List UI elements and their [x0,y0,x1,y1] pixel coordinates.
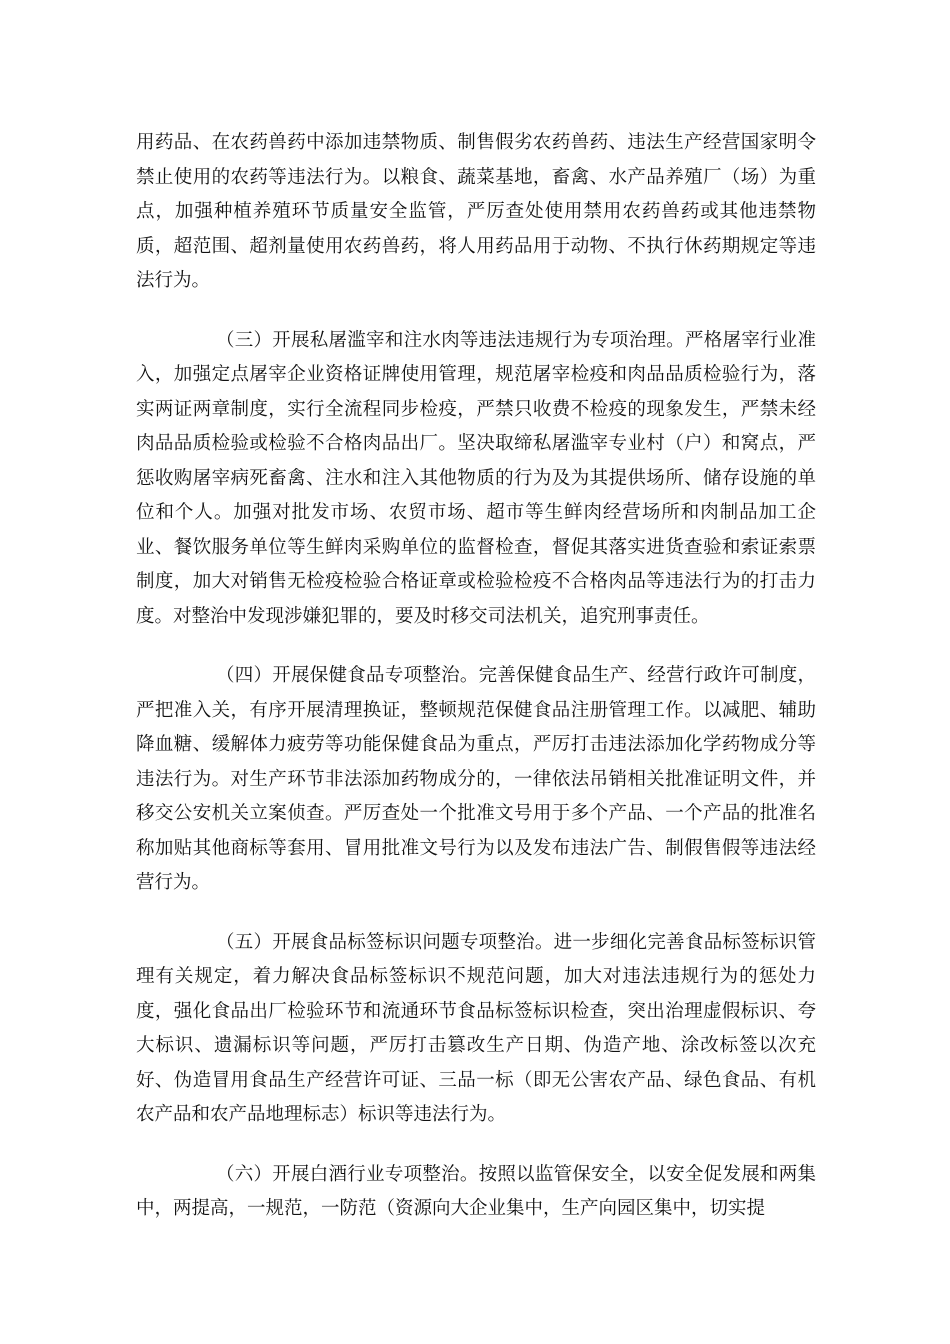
paragraph-section-3: （三）开展私屠滥宰和注水肉等违法违规行为专项治理。严格屠宰行业准入，加强定点屠宰企业资格证牌使用管理，规范屠宰检疫和肉品品质检验行为，落实两证两章制度，实行全流程同步检疫，严禁只收费不检疫的现象发生，严禁未经肉品品质检验或检验不合格肉品出厂。坚决取缔私屠滥宰专业村（户）和窝点，严惩收购屠宰病死畜禽、注水和注入其他物质的行为及为其提供场所、储存设施的单位和个人。加强对批发市场、农贸市场、超市等生鲜肉经营场所和肉制品加工企业、餐饮服务单位等生鲜肉采购单位的监督检查，督促其落实进货查验和索证索票制度，加大对销售无检疫检验合格证章或检验检疫不合格肉品等违法行为的打击力度。对整治中发现涉嫌犯罪的，要及时移交司法机关，追究刑事责任。 [136,329,816,627]
paragraph-section-5: （五）开展食品标签标识问题专项整治。进一步细化完善食品标签标识管理有关规定，着力解决食品标签标识不规范问题，加大对违法违规行为的惩处力度，强化食品出厂检验环节和流通环节食品标签标识检查，突出治理虚假标识、夸大标识、遗漏标识等问题，严厉打击篡改生产日期、伪造产地、涂改标签以次充好、伪造冒用食品生产经营许可证、三品一标（即无公害农产品、绿色食品、有机农产品和农产品地理标志）标识等违法行为。 [136,931,816,1125]
paragraph-section-6: （六）开展白酒行业专项整治。按照以监管保安全，以安全促发展和两集中，两提高，一规范，一防范（资源向大企业集中，生产向园区集中，切实提 [136,1163,816,1219]
document-body [136,126,816,1252]
paragraph-continuation: 用药品、在农药兽药中添加违禁物质、制售假劣农药兽药、违法生产经营国家明令禁止使用的农药等违法行为。以粮食、蔬菜基地，畜禽、水产品养殖厂（场）为重点，加强种植养殖环节质量安全监管，严厉查处使用禁用农药兽药或其他违禁物质，超范围、超剂量使用农药兽药，将人用药品用于动物、不执行休药期规定等违法行为。 [136,132,816,291]
paragraph-section-4: （四）开展保健食品专项整治。完善保健食品生产、经营行政许可制度，严把准入关，有序开展清理换证，整顿规范保健食品注册管理工作。以减肥、辅助降血糖、缓解体力疲劳等功能保健食品为重点，严厉打击违法添加化学药物成分等违法行为。对生产环节非法添加药物成分的，一律依法吊销相关批准证明文件，并移交公安机关立案侦查。严厉查处一个批准文号用于多个产品、一个产品的批准名称加贴其他商标等套用、冒用批准文号行为以及发布违法广告、制假售假等违法经营行为。 [136,665,816,893]
